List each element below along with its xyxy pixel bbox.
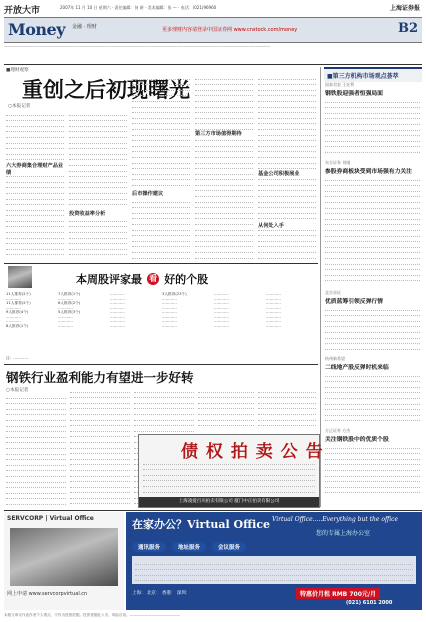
ratings-col bbox=[6, 292, 56, 328]
steel-headline: 钢铁行业盈利能力有望进一步好转 bbox=[6, 370, 194, 385]
rating-entry: ………… bbox=[266, 319, 281, 324]
ad-city: 深圳： bbox=[176, 591, 191, 596]
article-column bbox=[258, 387, 316, 431]
article-column bbox=[195, 74, 253, 260]
ad-cities bbox=[132, 590, 190, 596]
article-column bbox=[6, 393, 66, 507]
divider bbox=[4, 263, 318, 264]
sidebar-title: 关注钢铁股中的优质个股 bbox=[325, 437, 389, 443]
ad-details bbox=[132, 556, 416, 584]
ratings-title-main: 本周股评家最 bbox=[76, 273, 142, 286]
rating-entry: ………… bbox=[110, 301, 125, 306]
rating-entry: 9人推荐(4个) bbox=[6, 310, 29, 315]
subhead: 从何处入手 bbox=[258, 222, 316, 229]
sidebar-source: 北京首证 bbox=[325, 290, 341, 295]
rating-entry: ………… bbox=[58, 319, 73, 324]
rating-entry: ………… bbox=[110, 314, 125, 319]
rating-entry: ………… bbox=[58, 305, 73, 310]
article-column bbox=[258, 74, 316, 260]
rating-entry: ………… bbox=[266, 310, 281, 315]
article-column bbox=[198, 387, 254, 431]
rating-entry: ………… bbox=[214, 310, 229, 315]
ad-detail-text bbox=[135, 559, 413, 581]
ad-services bbox=[132, 542, 416, 552]
article-kicker: ■理财观察 bbox=[6, 68, 29, 73]
article-column bbox=[132, 74, 190, 260]
rating-entry: 3人推荐(23个) bbox=[162, 292, 187, 296]
rating-entry: ………… bbox=[266, 305, 281, 310]
rating-entry: ………… bbox=[162, 305, 177, 310]
byline: ○本报记者 bbox=[8, 104, 31, 109]
ad-city: 香港： bbox=[161, 591, 176, 596]
ad-photo bbox=[10, 528, 118, 586]
rating-entry: ………… bbox=[58, 296, 73, 301]
rating-entry: 5人推荐(3个) bbox=[58, 310, 81, 315]
section-banner bbox=[4, 17, 422, 43]
rating-entry: ………… bbox=[110, 296, 125, 301]
ratings-table bbox=[6, 292, 318, 354]
article-column bbox=[70, 387, 130, 507]
rating-entry: ………… bbox=[6, 319, 21, 324]
rating-entry: ………… bbox=[214, 314, 229, 319]
ad-brand: SERVCORP | Virtual Office bbox=[7, 515, 94, 522]
section-word: Money bbox=[8, 20, 65, 39]
rating-entry: ………… bbox=[58, 323, 73, 328]
summary-strip: —————————————————————————————————————————————————————————————————————————— bbox=[4, 44, 270, 48]
rating-entry: ………… bbox=[162, 319, 177, 324]
rating-entry: ………… bbox=[266, 296, 281, 301]
ratings-col bbox=[214, 292, 264, 328]
bond-agents: 上海凌爱百川拍卖有限公司 厦门中正拍卖有限公司 bbox=[139, 497, 319, 507]
subhead: 后市操作建议 bbox=[132, 190, 190, 197]
rating-entry: ………… bbox=[110, 323, 125, 328]
sidebar-body bbox=[325, 97, 420, 157]
sidebar-item bbox=[325, 428, 420, 495]
ad-tagline: 您的专属上海办公室 bbox=[316, 530, 371, 537]
sidebar-title: 参股券商板块受到市场强有力关注 bbox=[325, 169, 412, 175]
ad-city: 北京： bbox=[146, 591, 161, 596]
service-pill: 会议服务 bbox=[212, 542, 246, 552]
rating-entry: ………… bbox=[162, 296, 177, 301]
date-line: 2007年 11 月 10 日 星期六 · 责任编辑：何 新 · 美术编辑：张 — · 电话：(021)96960 bbox=[60, 5, 217, 10]
page-number: B2 bbox=[397, 21, 418, 36]
ad-hotline: (021) 6101 2000 bbox=[346, 600, 393, 606]
ad-left-panel bbox=[4, 512, 124, 610]
sidebar-item bbox=[325, 290, 420, 353]
decorative-photo bbox=[8, 266, 32, 288]
rating-entry: ………… bbox=[214, 305, 229, 310]
masthead bbox=[4, 3, 422, 63]
ratings-note: 注：………… bbox=[6, 356, 29, 360]
paper-name: 开放大市 bbox=[4, 6, 41, 16]
subhead: 投资收益率分析 bbox=[69, 210, 127, 217]
ratings-col bbox=[110, 292, 160, 328]
subhead: 第三方市场值得期待 bbox=[195, 130, 253, 137]
subhead: 基金公司积极展业 bbox=[258, 170, 316, 177]
rating-entry: ………… bbox=[6, 296, 21, 301]
section-tag: 金融 · 理财 bbox=[72, 24, 97, 30]
sidebar-item bbox=[325, 356, 420, 423]
subhead: 六大券商集合理财产品业绩 bbox=[6, 163, 64, 176]
main-headline: 重创之后初现曙光 bbox=[22, 77, 190, 102]
rating-entry: ………… bbox=[266, 323, 281, 328]
rating-entry: ………… bbox=[6, 305, 21, 310]
rating-entry: ………… bbox=[162, 323, 177, 328]
web-hotline: 更多理财内容请登录中国证券网 www.cnstock.com/money bbox=[162, 27, 298, 33]
rating-entry: 7人推荐(1个) bbox=[58, 292, 81, 296]
sidebar-body bbox=[325, 443, 420, 495]
ad-city: 上海： bbox=[132, 591, 146, 596]
divider bbox=[4, 510, 422, 511]
ratings-col bbox=[58, 292, 108, 328]
ratings-title-circle: 看 bbox=[149, 273, 158, 283]
bond-title: 债 权 拍 卖 公 告 bbox=[181, 442, 324, 462]
divider bbox=[4, 64, 422, 65]
rating-entry: ………… bbox=[110, 292, 125, 296]
rating-entry: ………… bbox=[110, 310, 125, 315]
ratings-col bbox=[162, 292, 212, 328]
sidebar-source: 方正证券 方杰 bbox=[325, 428, 351, 433]
ad-price: 特惠价月租 RMB 700元/月 bbox=[296, 588, 380, 599]
newspaper-logo: 上海证券报 bbox=[389, 5, 420, 12]
rating-entry: ………… bbox=[162, 314, 177, 319]
article-column bbox=[6, 110, 64, 260]
ratings-col bbox=[266, 292, 318, 328]
sidebar-body bbox=[325, 371, 420, 423]
bond-body bbox=[143, 459, 315, 495]
rating-entry: ………… bbox=[214, 319, 229, 324]
ratings-title-tail: 好的个股 bbox=[164, 273, 209, 286]
divider bbox=[4, 364, 318, 365]
rating-entry: 11人推荐(2个) bbox=[6, 301, 31, 306]
rating-entry: 8人推荐(1个) bbox=[6, 323, 29, 328]
ad-website: 网上申请 www.servcorpvirtual.cn bbox=[7, 591, 88, 597]
rating-entry: ………… bbox=[214, 301, 229, 306]
rating-entry: ………… bbox=[162, 301, 177, 306]
sidebar-source: 东方证券 刘刚 bbox=[325, 160, 351, 165]
rating-entry: ………… bbox=[266, 314, 281, 319]
ad-headline-en: Virtual Office.....Everything but the office bbox=[272, 516, 399, 523]
service-pill: 通讯服务 bbox=[132, 542, 166, 552]
byline: ○本报记者 bbox=[6, 388, 29, 393]
rating-entry: ………… bbox=[6, 314, 21, 319]
service-pill: 地址服务 bbox=[172, 542, 206, 552]
ratings-title bbox=[76, 268, 208, 287]
rating-entry: ………… bbox=[214, 323, 229, 328]
sidebar-title: 优质蓝筹引领反弹行情 bbox=[325, 299, 383, 305]
rating-entry: ………… bbox=[58, 314, 73, 319]
sidebar-title: 钢铁股迎强者恒强局面 bbox=[325, 91, 383, 97]
rating-entry: ………… bbox=[162, 310, 177, 315]
sidebar-body bbox=[325, 305, 420, 353]
rating-entry: ………… bbox=[110, 305, 125, 310]
sidebar-item bbox=[325, 160, 420, 285]
ad-main-panel bbox=[126, 512, 422, 610]
sidebar-title: 二线地产股反弹时机来临 bbox=[325, 365, 389, 371]
rating-entry: ………… bbox=[214, 296, 229, 301]
rating-entry: 6人推荐(2个) bbox=[58, 301, 81, 306]
rating-entry: ………… bbox=[214, 292, 229, 296]
sidebar-source: 杭州新希望 bbox=[325, 356, 345, 361]
sidebar-header: ■第三方机构市场观点荟萃 bbox=[324, 67, 422, 82]
footer-disclaimer: 本版文章仅代表作者个人观点，不作为投资依据。投资者据此入市，风险自担。—————————————— bbox=[4, 613, 181, 617]
sidebar-body bbox=[325, 175, 420, 285]
rating-entry: ………… bbox=[110, 319, 125, 324]
ad-headline: 在家办公？Virtual Office bbox=[132, 518, 271, 531]
rating-entry: 11人推荐(2个) bbox=[6, 292, 31, 296]
bond-auction-notice bbox=[138, 434, 324, 508]
sidebar-source: 国泰君安 王宏利 bbox=[325, 82, 355, 87]
sidebar-item bbox=[325, 82, 420, 157]
article-column bbox=[69, 110, 127, 260]
rating-entry: ………… bbox=[266, 292, 281, 296]
rating-entry: ………… bbox=[266, 301, 281, 306]
